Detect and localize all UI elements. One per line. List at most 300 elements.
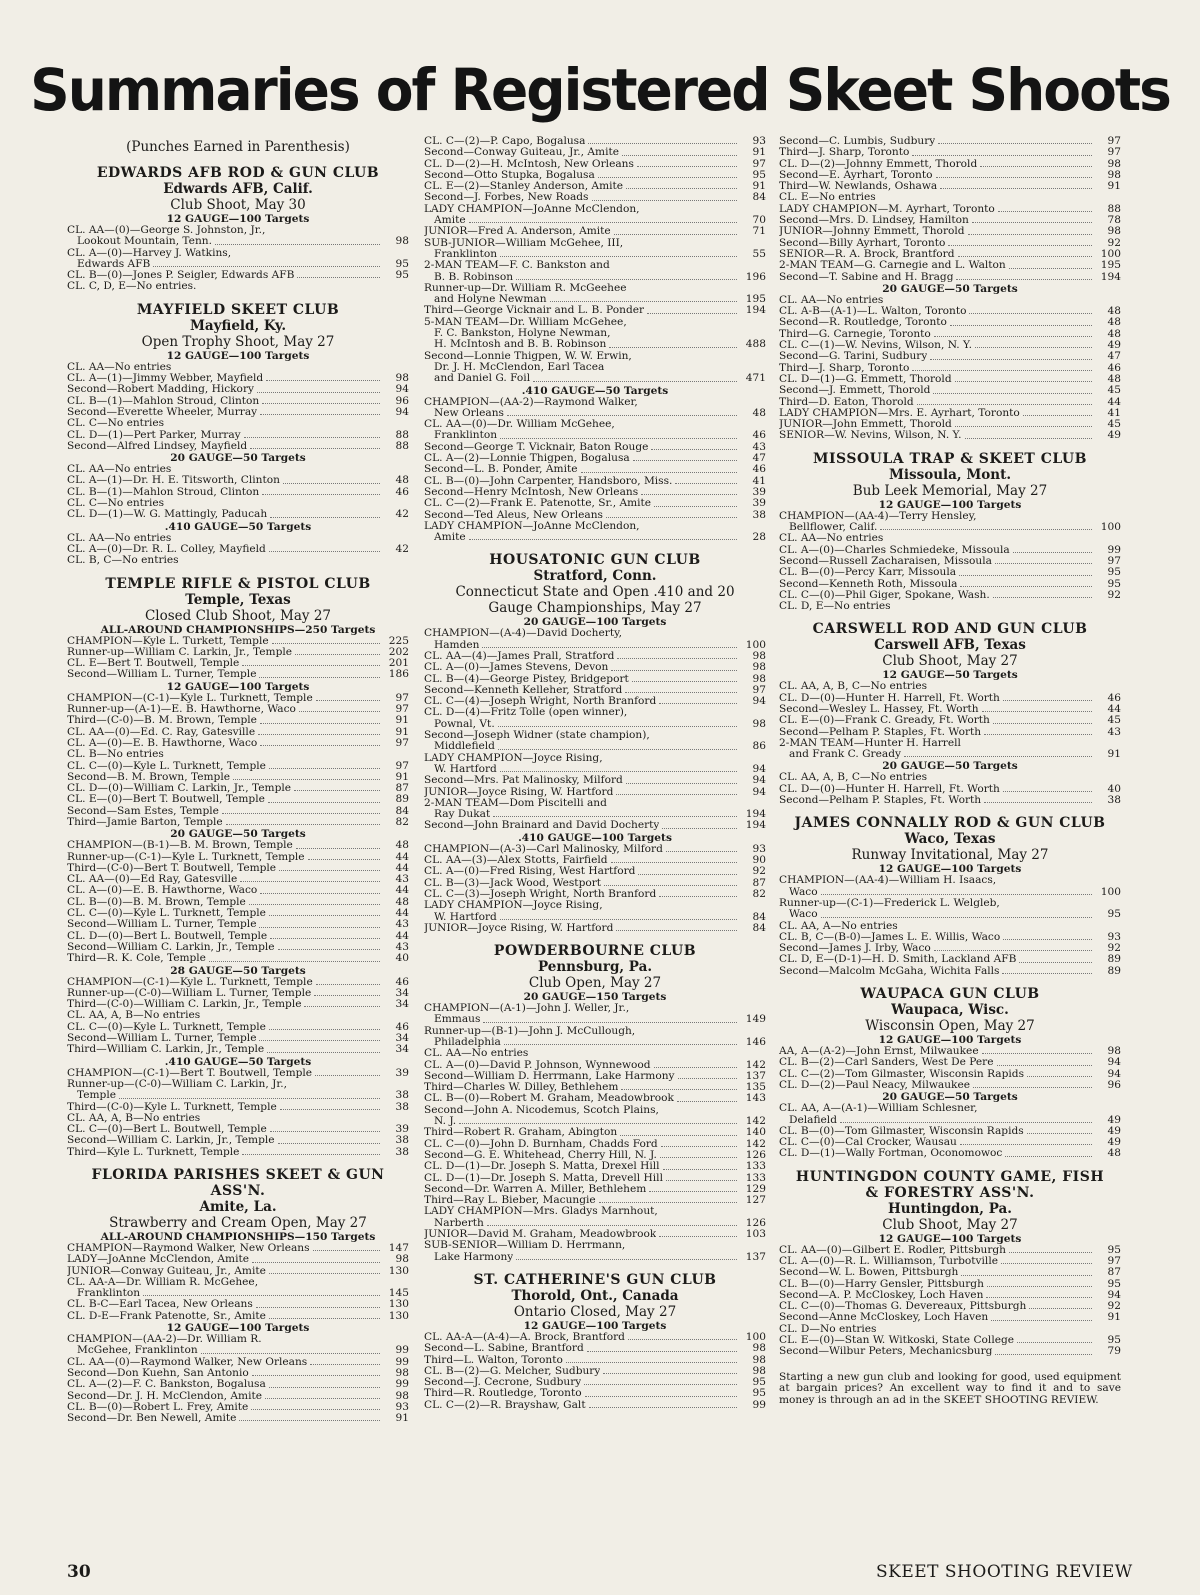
dot-leader <box>606 517 737 518</box>
result-entry: CL. A—(1)—Dr. H. E. Titsworth, Clinton <box>67 475 280 487</box>
result-score: 92 <box>1107 236 1121 249</box>
result-entry: 2-MAN TEAM—G. Carnegie and L. Walton <box>779 260 1006 272</box>
result-score: 48 <box>395 474 409 487</box>
result-score: 44 <box>1107 395 1121 408</box>
result-line: CL. AA, A—(A-1)—William Schlesner, <box>779 1103 978 1115</box>
result-entry: Third—G. Carnegie, Toronto <box>779 328 931 340</box>
dot-leader <box>265 1398 380 1399</box>
result-entry: Delafield <box>789 1114 837 1126</box>
dot-leader <box>240 881 380 882</box>
result-line: CHAMPION—(AA-2)—Dr. William R. <box>67 1334 262 1346</box>
result-entry: Second—R. Routledge, Toronto <box>779 317 947 329</box>
dot-leader <box>585 1396 737 1397</box>
dot-leader <box>279 870 380 871</box>
result-score: 97 <box>395 759 409 772</box>
result-line: CHAMPION—(A-1)—John J. Weller, Jr., <box>424 1003 630 1015</box>
result-line: CL. AA, A, B, C—No entries <box>779 681 928 693</box>
dot-leader <box>252 1262 380 1263</box>
result-line: LADY CHAMPION—Joyce Rising, <box>424 900 603 912</box>
result-score: 71 <box>752 225 766 238</box>
dot-leader <box>626 188 737 189</box>
dot-leader <box>566 1362 737 1363</box>
event-heading: 12 GAUGE—100 Targets <box>878 863 1022 876</box>
result-line: Runner-up—(C-1)—Frederick L. Welgleb, <box>779 897 1000 909</box>
result-line: Runner-up—Dr. William R. McGeehee <box>424 282 627 294</box>
result-score: 97 <box>1107 135 1121 147</box>
dot-leader <box>993 723 1092 724</box>
dot-leader <box>267 1052 380 1053</box>
result-entry: CL. E—(0)—Bert T. Boutwell, Temple <box>67 794 265 806</box>
result-entry: CL. A—(2)—Lonnie Thigpen, Bogalusa <box>424 453 630 465</box>
result-row <box>67 407 409 418</box>
result-row <box>779 363 1121 374</box>
result-entry: Second—Otto Stupka, Bogalusa <box>424 169 595 181</box>
result-entry: Second—Billy Ayrhart, Toronto <box>779 237 946 249</box>
result-score: 91 <box>395 714 409 727</box>
dot-leader <box>614 234 737 235</box>
result-row <box>779 693 1121 704</box>
dot-leader <box>659 1236 737 1237</box>
result-entry: Second—G. E. Whitehead, Cherry Hill, N. J. <box>424 1149 657 1161</box>
result-line: CL. D—(4)—Fritz Tolle (open winner), <box>424 707 628 719</box>
result-score: 130 <box>388 1298 409 1311</box>
result-row <box>424 1093 766 1104</box>
result-entry: CHAMPION—(C-1)—Bert T. Boutwell, Temple <box>67 1067 313 1079</box>
dot-leader <box>469 222 737 223</box>
result-entry: Amite <box>434 215 466 227</box>
result-row <box>67 475 409 486</box>
result-row <box>67 999 409 1010</box>
result-entry: and Daniel G. Foil <box>434 373 531 385</box>
result-line: Second—Joseph Widner (state champion), <box>424 730 650 742</box>
result-entry: Waco <box>789 909 818 921</box>
result-row <box>779 1046 1121 1057</box>
dot-leader <box>626 783 737 784</box>
result-entry: AA, A—(A-2)—John Ernst, Milwaukee <box>779 1046 979 1058</box>
dot-leader <box>483 1022 737 1023</box>
result-score: 44 <box>395 929 409 942</box>
dot-leader <box>315 1075 380 1076</box>
result-score: 95 <box>1107 1334 1121 1347</box>
dot-leader <box>304 1006 380 1007</box>
result-entry: Runner-up—(A-1)—E. B. Hawthorne, Waco <box>67 704 296 716</box>
result-row <box>424 272 766 283</box>
event-heading: ALL-AROUND CHAMPIONSHIPS—150 Targets <box>100 1231 376 1243</box>
result-row <box>424 912 766 923</box>
dot-leader <box>310 1364 380 1365</box>
club-name: MISSOULA TRAP & SKEET CLUB <box>813 450 1087 467</box>
result-entry: CL. AA—(3)—Alex Stotts, Fairfield <box>424 855 608 867</box>
result-line: CL. D, E—No entries <box>779 601 891 613</box>
result-row <box>779 159 1121 170</box>
result-entry: B. B. Robinson <box>434 271 514 283</box>
result-row <box>67 1379 409 1390</box>
result-entry: Second—James J. Irby, Waco <box>779 943 931 955</box>
dot-leader <box>269 1387 380 1388</box>
dot-leader <box>226 824 380 825</box>
event-heading: 12 GAUGE—100 Targets <box>166 680 310 693</box>
result-entry: Third—(C-0)—Kyle L. Turknett, Temple <box>67 1101 277 1113</box>
result-score: 93 <box>1107 930 1121 943</box>
result-row <box>67 715 409 726</box>
result-row <box>424 1184 766 1195</box>
result-row <box>67 783 409 794</box>
result-line: CL. AA—(0)—George S. Johnston, Jr., <box>67 225 266 236</box>
result-row <box>67 1368 409 1379</box>
result-entry: SENIOR—W. Nevins, Wilson, N. Y. <box>779 430 962 442</box>
result-entry: CL. A—(2)—F. C. Bankston, Bogalusa <box>67 1379 266 1391</box>
result-row <box>67 988 409 999</box>
result-row <box>424 1229 766 1240</box>
result-entry: CL. AA—(4)—James Prall, Stratford <box>424 650 615 662</box>
dot-leader <box>617 658 737 659</box>
result-entry: Third—(C-0)—Bert T. Boutwell, Temple <box>67 862 277 874</box>
result-entry: CL. A—(0)—R. L. Williamson, Turbotville <box>779 1256 998 1267</box>
result-row <box>67 487 409 498</box>
result-entry: Second—C. Lumbis, Sudbury <box>779 136 936 147</box>
dot-leader <box>984 802 1092 803</box>
result-score: 202 <box>388 645 409 658</box>
dot-leader <box>628 1339 737 1340</box>
result-entry: H. McIntosh and B. B. Robinson <box>434 339 607 351</box>
result-row <box>779 136 1121 147</box>
result-score: 98 <box>752 649 766 662</box>
club-location: Amite, La. <box>199 1199 277 1215</box>
result-entry: CL. C—(4)—Joseph Wright, North Branford <box>424 696 657 708</box>
result-row <box>779 704 1121 715</box>
dot-leader <box>269 1318 380 1319</box>
result-score: 44 <box>395 850 409 863</box>
dot-leader <box>975 347 1092 348</box>
result-entry: CL. B—(3)—Jack Wood, Westport <box>424 877 602 889</box>
result-row <box>67 761 409 772</box>
dot-leader <box>982 711 1092 712</box>
dot-leader <box>270 517 380 518</box>
result-line: 2-MAN TEAM—F. C. Bankston and <box>424 260 610 272</box>
result-row <box>424 464 766 475</box>
result-line: CL. C, D, E—No entries. <box>67 281 197 293</box>
result-score: 38 <box>395 1089 409 1102</box>
result-entry: JUNIOR—Fred A. Anderson, Amite <box>424 226 611 238</box>
result-row <box>779 181 1121 192</box>
result-score: 94 <box>752 785 766 798</box>
result-entry: CL. B—(0)—Robert M. Graham, Meadowbrook <box>424 1093 674 1105</box>
result-score: 91 <box>395 770 409 783</box>
result-row <box>779 329 1121 340</box>
dot-leader <box>272 643 380 644</box>
event-heading: 20 GAUGE—150 Targets <box>523 991 667 1004</box>
result-row <box>779 795 1121 806</box>
result-entry: CL. C—(2)—Frank E. Patenotte, Sr., Amite <box>424 498 652 510</box>
result-row <box>67 1147 409 1158</box>
result-row <box>779 1346 1121 1357</box>
result-entry: Second—Wesley L. Hassey, Ft. Worth <box>779 703 979 715</box>
result-row <box>67 430 409 441</box>
result-row <box>424 430 766 441</box>
result-score: 142 <box>745 1115 766 1128</box>
result-entry: Second—Pelham P. Staples, Ft. Worth <box>779 726 982 738</box>
result-entry: and Frank C. Gready <box>789 749 901 761</box>
result-score: 48 <box>1107 327 1121 340</box>
result-entry: CL. A—(0)—Charles Schmiedeke, Missoula <box>779 544 1010 556</box>
result-score: 46 <box>395 975 409 988</box>
result-row <box>779 1245 1121 1256</box>
result-entry: Second—J. Cecrone, Sudbury <box>424 1377 582 1389</box>
dot-leader <box>991 1320 1092 1321</box>
dot-leader <box>965 438 1092 439</box>
result-score: 48 <box>395 895 409 908</box>
result-entry: CL. B—(2)—G. Melcher, Sudbury <box>424 1365 601 1377</box>
dot-leader <box>209 961 380 962</box>
result-entry: Second—A. P. McCloskey, Loch Haven <box>779 1289 984 1301</box>
dot-leader <box>633 460 737 461</box>
dot-leader <box>647 313 737 314</box>
result-score: 86 <box>752 740 766 753</box>
result-row <box>67 977 409 988</box>
result-line: CL. AA, A, B—No entries <box>67 1112 201 1124</box>
dot-leader <box>675 483 737 484</box>
dot-leader <box>260 893 380 894</box>
result-row <box>424 1400 766 1411</box>
dot-leader <box>469 539 737 540</box>
result-line: CL. AA—No entries <box>779 533 884 545</box>
result-row <box>779 556 1121 567</box>
dot-leader <box>215 244 380 245</box>
dot-leader <box>599 1202 737 1203</box>
result-row <box>424 487 766 498</box>
result-row <box>779 1267 1121 1278</box>
result-entry: CL. C—(1)—W. Nevins, Wilson, N. Y. <box>779 340 973 352</box>
result-line: Dr. J. H. McClendon, Earl Tacea <box>434 361 605 373</box>
result-entry: CL. E—(0)—Frank C. Gready, Ft. Worth <box>779 715 990 727</box>
dot-leader <box>1009 268 1092 269</box>
result-entry: CL. D—(1)—Dr. Joseph S. Matta, Drevell Hill <box>424 1172 663 1184</box>
result-score: 94 <box>1107 1288 1121 1301</box>
column-left <box>67 136 409 1424</box>
dot-leader <box>1001 1263 1092 1264</box>
result-row <box>424 453 766 464</box>
result-score: 130 <box>388 1309 409 1322</box>
result-row <box>424 651 766 662</box>
result-score: 40 <box>395 952 409 965</box>
result-entry: CL. B—(0)—Percy Karr, Missoula <box>779 567 957 579</box>
dot-leader <box>262 494 380 495</box>
result-score: 100 <box>745 1330 766 1343</box>
result-row <box>67 1299 409 1310</box>
result-entry: CL. C—(2)—Tom Gilmaster, Wisconsin Rapids <box>779 1068 1025 1080</box>
result-entry: CL. AA—(0)—Gilbert E. Rodler, Pittsburgh <box>779 1244 1006 1256</box>
result-score: 47 <box>1107 350 1121 363</box>
result-score: 97 <box>395 691 409 704</box>
dot-leader <box>308 859 380 860</box>
result-entry: Second—William C. Larkin, Jr., Temple <box>67 1135 275 1147</box>
dot-leader <box>584 1384 737 1385</box>
result-row <box>424 878 766 889</box>
result-row <box>67 738 409 749</box>
result-score: 135 <box>745 1081 766 1094</box>
result-row <box>424 170 766 181</box>
dot-leader <box>649 1191 737 1192</box>
result-row <box>424 532 766 543</box>
result-entry: Ray Dukat <box>434 809 491 821</box>
dot-leader <box>258 734 380 735</box>
dot-leader <box>663 1169 737 1170</box>
result-entry: Third—R. Routledge, Toronto <box>424 1388 582 1400</box>
dot-leader <box>654 1067 737 1068</box>
result-entry: Runner-up—William C. Larkin, Jr., Temple <box>67 646 293 658</box>
dot-leader <box>313 1250 380 1251</box>
dot-leader <box>934 336 1092 337</box>
result-score: 39 <box>752 497 766 510</box>
dot-leader <box>280 1109 380 1110</box>
dot-leader <box>998 211 1092 212</box>
dot-leader <box>666 851 737 852</box>
result-entry: Second—Mrs. Pat Malinosky, Milford <box>424 775 623 787</box>
dot-leader <box>459 1123 737 1124</box>
result-entry: Second—Conway Guiteau, Jr., Amite <box>424 147 620 159</box>
dot-leader <box>244 437 380 438</box>
dot-leader <box>487 1225 737 1226</box>
result-score: 47 <box>752 452 766 465</box>
result-row <box>779 408 1121 419</box>
result-row <box>67 1288 409 1299</box>
club-location: Stratford, Conn. <box>533 568 657 585</box>
dot-leader <box>1002 973 1092 974</box>
result-score: 97 <box>752 683 766 696</box>
result-row <box>67 236 409 247</box>
result-row <box>424 764 766 775</box>
dot-leader <box>239 1420 380 1421</box>
result-entry: Edwards AFB <box>77 258 151 270</box>
result-score: 49 <box>1107 339 1121 352</box>
result-score: 48 <box>395 839 409 852</box>
result-entry: Pownal, Vt. <box>434 718 495 730</box>
dot-leader <box>252 1375 380 1376</box>
column-middle <box>424 136 766 1411</box>
result-entry: LADY CHAMPION—Mrs. E. Ayrhart, Toronto <box>779 407 1020 419</box>
result-line: CL. AA, A—No entries <box>779 920 898 932</box>
result-row <box>779 419 1121 430</box>
result-score: 145 <box>388 1287 409 1300</box>
dot-leader <box>651 449 737 450</box>
shoot-name: Wisconsin Open, May 27 <box>865 1018 1035 1035</box>
shoot-name: Ontario Closed, May 27 <box>513 1303 677 1320</box>
result-entry: Second—William L. Turner, Temple <box>67 919 257 931</box>
result-score: 70 <box>752 214 766 227</box>
result-row <box>67 1254 409 1265</box>
result-score: 94 <box>395 405 409 418</box>
result-score: 126 <box>745 1216 766 1229</box>
result-score: 38 <box>395 1100 409 1113</box>
result-entry: CL. AA—(0)—Ed. C. Ray, Gatesville <box>67 726 256 738</box>
result-row <box>779 943 1121 954</box>
result-score: 140 <box>745 1126 766 1139</box>
result-row <box>779 1148 1121 1159</box>
shoot-name: Club Shoot, May 27 <box>882 1216 1018 1233</box>
result-score: 87 <box>1107 1266 1121 1279</box>
result-row <box>424 408 766 419</box>
dot-leader <box>993 597 1092 598</box>
dot-leader <box>250 448 380 449</box>
dot-leader <box>1027 1133 1092 1134</box>
result-entry: CL. D—(0)—William C. Larkin, Jr., Temple <box>67 783 292 795</box>
result-score: 39 <box>395 1123 409 1136</box>
result-entry: Philadelphia <box>434 1037 501 1048</box>
result-entry: CL. C—(0)—Kyle L. Turknett, Temple <box>67 760 266 772</box>
result-entry: CL. AA—(0)—Raymond Walker, New Orleans <box>67 1356 308 1368</box>
result-row <box>67 840 409 851</box>
result-line: CL. B, C—No entries <box>67 555 179 567</box>
result-row <box>67 384 409 395</box>
result-score: 103 <box>745 1228 766 1241</box>
result-entry: LADY CHAMPION—M. Ayrhart, Toronto <box>779 203 995 215</box>
result-row <box>67 1033 409 1044</box>
shoot-name: Connecticut State and Open .410 and 20 <box>455 584 735 601</box>
result-entry: Franklinton <box>434 430 498 442</box>
result-row <box>67 1311 409 1322</box>
result-row <box>779 340 1121 351</box>
shoot-name: Strawberry and Cream Open, May 27 <box>109 1215 367 1231</box>
result-score: 194 <box>1100 270 1121 283</box>
result-entry: CL. D—(1)—Wally Fortman, Oconomowoc <box>779 1148 1003 1160</box>
dot-leader <box>625 692 737 693</box>
result-entry: Amite <box>434 532 466 544</box>
result-row <box>424 1127 766 1138</box>
result-row <box>779 147 1121 158</box>
result-score: 45 <box>1107 384 1121 397</box>
event-heading: 12 GAUGE—100 Targets <box>166 1322 310 1335</box>
result-row <box>424 1150 766 1161</box>
dot-leader <box>278 949 380 950</box>
dot-leader <box>611 670 737 671</box>
result-entry: Third—Kyle L. Turknett, Temple <box>67 1146 240 1158</box>
result-entry: CL. A—(0)—Fred Rising, West Hartford <box>424 866 636 878</box>
result-entry: Second—Henry McIntosh, New Orleans <box>424 486 639 498</box>
club-location: Missoula, Mont. <box>888 466 1012 483</box>
result-entry: Third—Robert R. Graham, Abington <box>424 1127 618 1139</box>
result-entry: CL. B—(0)—John Carpenter, Handsboro, Miss. <box>424 475 673 487</box>
result-line: F. C. Bankston, Holyne Newman, <box>434 328 611 340</box>
result-entry: CL. D—(0)—Hunter H. Harrell, Ft. Worth <box>779 783 1000 795</box>
event-heading: 20 GAUGE—100 Targets <box>523 616 667 629</box>
result-row <box>67 1402 409 1413</box>
result-score: 186 <box>388 668 409 681</box>
result-score: 46 <box>752 429 766 442</box>
dot-leader <box>550 301 737 302</box>
shoot-name: Bub Leek Memorial, May 27 <box>852 482 1048 499</box>
dot-leader <box>249 904 380 905</box>
result-score: 46 <box>752 463 766 476</box>
result-score: 196 <box>745 270 766 283</box>
club-location: Temple, Texas <box>185 591 291 608</box>
result-row <box>424 1366 766 1377</box>
dot-leader <box>507 415 737 416</box>
result-score: 84 <box>752 921 766 934</box>
page-title: Summaries of Registered Skeet Shoots <box>30 56 1170 124</box>
result-row <box>424 1116 766 1127</box>
result-score: 95 <box>395 269 409 282</box>
result-row <box>424 866 766 877</box>
result-score: 92 <box>752 865 766 878</box>
club-name-continued: ASS'N. <box>210 1183 266 1199</box>
result-entry: Second—Don Kuehn, San Antonio <box>67 1367 249 1379</box>
result-line: CL. D—No entries <box>779 1323 877 1335</box>
result-entry: CL. C—(0)—Cal Crocker, Wausau <box>779 1137 957 1149</box>
result-row <box>424 1173 766 1184</box>
result-entry: Second—Anne McCloskey, Loch Haven <box>779 1312 989 1324</box>
result-entry: Runner-up—(C-0)—William L. Turner, Temple <box>67 987 312 999</box>
club-name: HUNTINGDON COUNTY GAME, FISH <box>795 1168 1105 1185</box>
